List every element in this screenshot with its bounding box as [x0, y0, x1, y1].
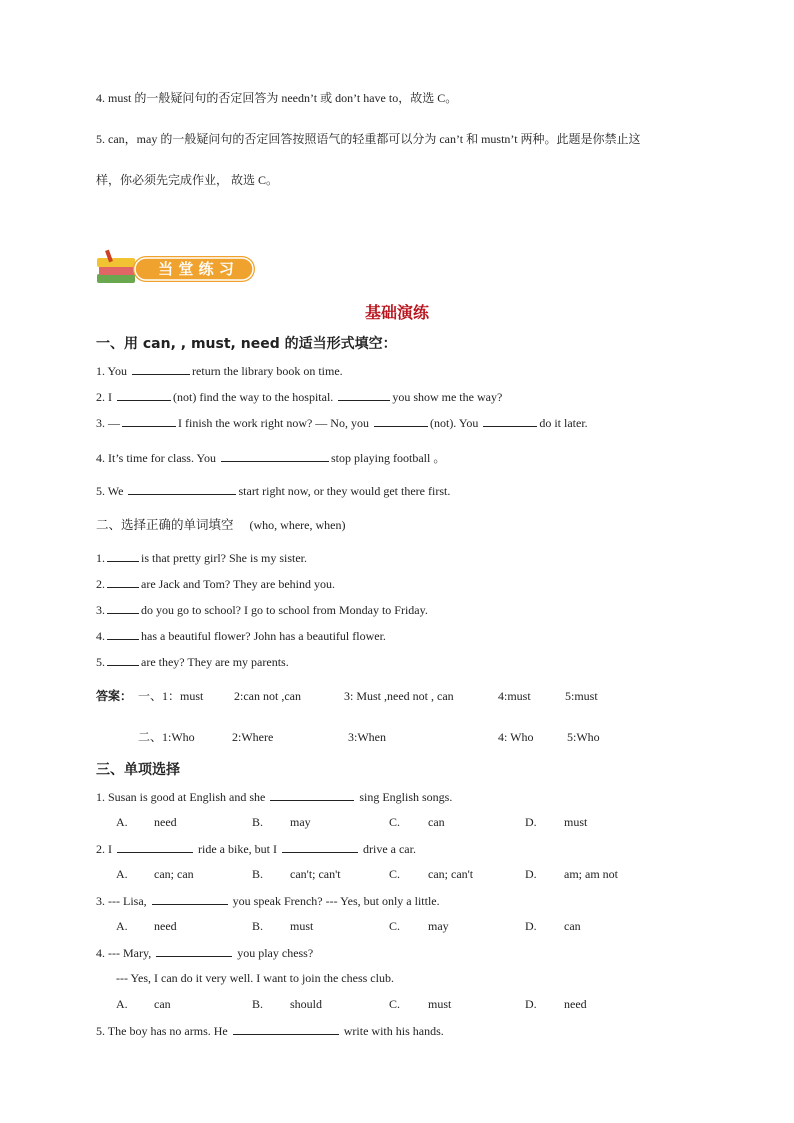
explanation-4: 4. must 的一般疑问句的否定回答为 needn’t 或 don’t have to，故选 C。: [96, 91, 458, 105]
answer-blank[interactable]: [233, 1022, 339, 1035]
q1-option-a-letter: A.: [116, 815, 128, 829]
q1-option-d-letter: D.: [525, 815, 537, 829]
answer-row1-3: 3: Must ,need not , can: [344, 689, 454, 703]
q1-option-b-letter: B.: [252, 815, 264, 829]
answer-blank[interactable]: [152, 892, 228, 905]
answer-blank[interactable]: [338, 388, 390, 401]
page-title: 基础演练: [364, 303, 429, 322]
q2-option-a-letter: A.: [116, 867, 128, 881]
part1-item-3: 3. — I finish the work right now? — No, you (not). You do it later.: [96, 416, 588, 430]
q1-option-a[interactable]: need: [154, 815, 177, 829]
question-4-reply: --- Yes, I can do it very well. I want to join the chess club.: [116, 971, 394, 985]
q2-option-d-letter: D.: [525, 867, 537, 881]
part2-heading: 二、选择正确的单词填空 (who, where, when): [96, 517, 346, 532]
q4-option-d[interactable]: need: [564, 997, 587, 1011]
q4-option-c-letter: C.: [389, 997, 401, 1011]
q4-option-a-letter: A.: [116, 997, 128, 1011]
part2-item-5: 5. are they? They are my parents.: [96, 655, 289, 669]
answers-label: 答案：: [96, 689, 133, 703]
answer-blank[interactable]: [221, 449, 329, 462]
q4-option-c[interactable]: must: [428, 997, 452, 1011]
answer-row1-2: 2:can not ,can: [234, 689, 301, 703]
answer-blank[interactable]: [132, 362, 190, 375]
answer-blank[interactable]: [374, 414, 428, 427]
q3-option-a-letter: A.: [116, 919, 128, 933]
answer-blank[interactable]: [107, 601, 139, 614]
q3-option-d[interactable]: can: [564, 919, 581, 933]
part2-hint: (who, where, when): [249, 518, 346, 532]
part1-item-5: 5. We start right now, or they would get there first.: [96, 484, 451, 498]
q1-option-c[interactable]: can: [428, 815, 445, 829]
answer-blank[interactable]: [107, 575, 139, 588]
q3-option-d-letter: D.: [525, 919, 537, 933]
banner-text: 当 堂 练 习: [158, 260, 234, 278]
answer-row1-1: 一、1：must: [138, 689, 204, 703]
q1-option-c-letter: C.: [389, 815, 401, 829]
part2-item-3: 3. do you go to school? I go to school from Monday to Friday.: [96, 603, 428, 617]
question-4: 4. --- Mary, you play chess?: [96, 946, 314, 960]
q2-option-b[interactable]: can't; can't: [290, 867, 341, 881]
q2-option-c[interactable]: can; can't: [428, 867, 474, 881]
answer-blank[interactable]: [128, 482, 236, 495]
q1-option-b[interactable]: may: [290, 815, 311, 829]
q1-option-d[interactable]: must: [564, 815, 588, 829]
q3-option-a[interactable]: need: [154, 919, 177, 933]
q4-option-a[interactable]: can: [154, 997, 171, 1011]
q4-option-b[interactable]: should: [290, 997, 323, 1011]
answer-blank[interactable]: [107, 627, 139, 640]
question-2: 2. I ride a bike, but I drive a car.: [96, 842, 416, 856]
answer-blank[interactable]: [107, 549, 139, 562]
answer-blank[interactable]: [270, 788, 354, 801]
answer-row2-3: 3:When: [348, 730, 386, 744]
part2-item-1: 1. is that pretty girl? She is my sister.: [96, 551, 307, 565]
answer-row2-5: 5:Who: [567, 730, 600, 744]
part2-item-4: 4. has a beautiful flower? John has a beautiful flower.: [96, 629, 386, 643]
answer-row2-2: 2:Where: [232, 730, 274, 744]
answer-blank[interactable]: [122, 414, 176, 427]
q4-option-b-letter: B.: [252, 997, 264, 1011]
answer-blank[interactable]: [156, 944, 232, 957]
answer-row2-1: 二、1:Who: [138, 730, 195, 744]
q3-option-c[interactable]: may: [428, 919, 449, 933]
q3-option-b[interactable]: must: [290, 919, 314, 933]
explanation-5: 5. can，may 的一般疑问句的否定回答按照语气的轻重都可以分为 can’t 和 mustn’t 两种。此题是你禁止这: [96, 132, 641, 146]
question-1: 1. Susan is good at English and she sing English songs.: [96, 790, 453, 804]
explanation-5-cont: 样，你必须先完成作业， 故选 C。: [96, 173, 279, 187]
q2-option-d[interactable]: am; am not: [564, 867, 618, 881]
answer-row1-4: 4:must: [498, 689, 531, 703]
q3-option-c-letter: C.: [389, 919, 401, 933]
answer-blank[interactable]: [117, 388, 171, 401]
part1-item-4: 4. It’s time for class. You stop playing football 。: [96, 451, 446, 465]
q4-option-d-letter: D.: [525, 997, 537, 1011]
question-3: 3. --- Lisa, you speak French? --- Yes, but only a little.: [96, 894, 440, 908]
q2-option-b-letter: B.: [252, 867, 264, 881]
section-banner: [95, 248, 260, 288]
q3-option-b-letter: B.: [252, 919, 264, 933]
part1-heading: 一、用 can, , must, need 的适当形式填空：: [96, 336, 397, 352]
answer-row2-4: 4: Who: [498, 730, 534, 744]
part3-heading: 三、单项选择: [96, 762, 180, 778]
part1-item-1: 1. You return the library book on time.: [96, 364, 343, 378]
part2-item-2: 2. are Jack and Tom? They are behind you.: [96, 577, 335, 591]
q2-option-a[interactable]: can; can: [154, 867, 194, 881]
answer-row1-5: 5:must: [565, 689, 598, 703]
answer-blank[interactable]: [117, 840, 193, 853]
answer-blank[interactable]: [483, 414, 537, 427]
question-5: 5. The boy has no arms. He write with his hands.: [96, 1024, 444, 1038]
part1-item-2: 2. I (not) find the way to the hospital. you show me the way?: [96, 390, 503, 404]
answer-blank[interactable]: [282, 840, 358, 853]
q2-option-c-letter: C.: [389, 867, 401, 881]
answer-blank[interactable]: [107, 653, 139, 666]
